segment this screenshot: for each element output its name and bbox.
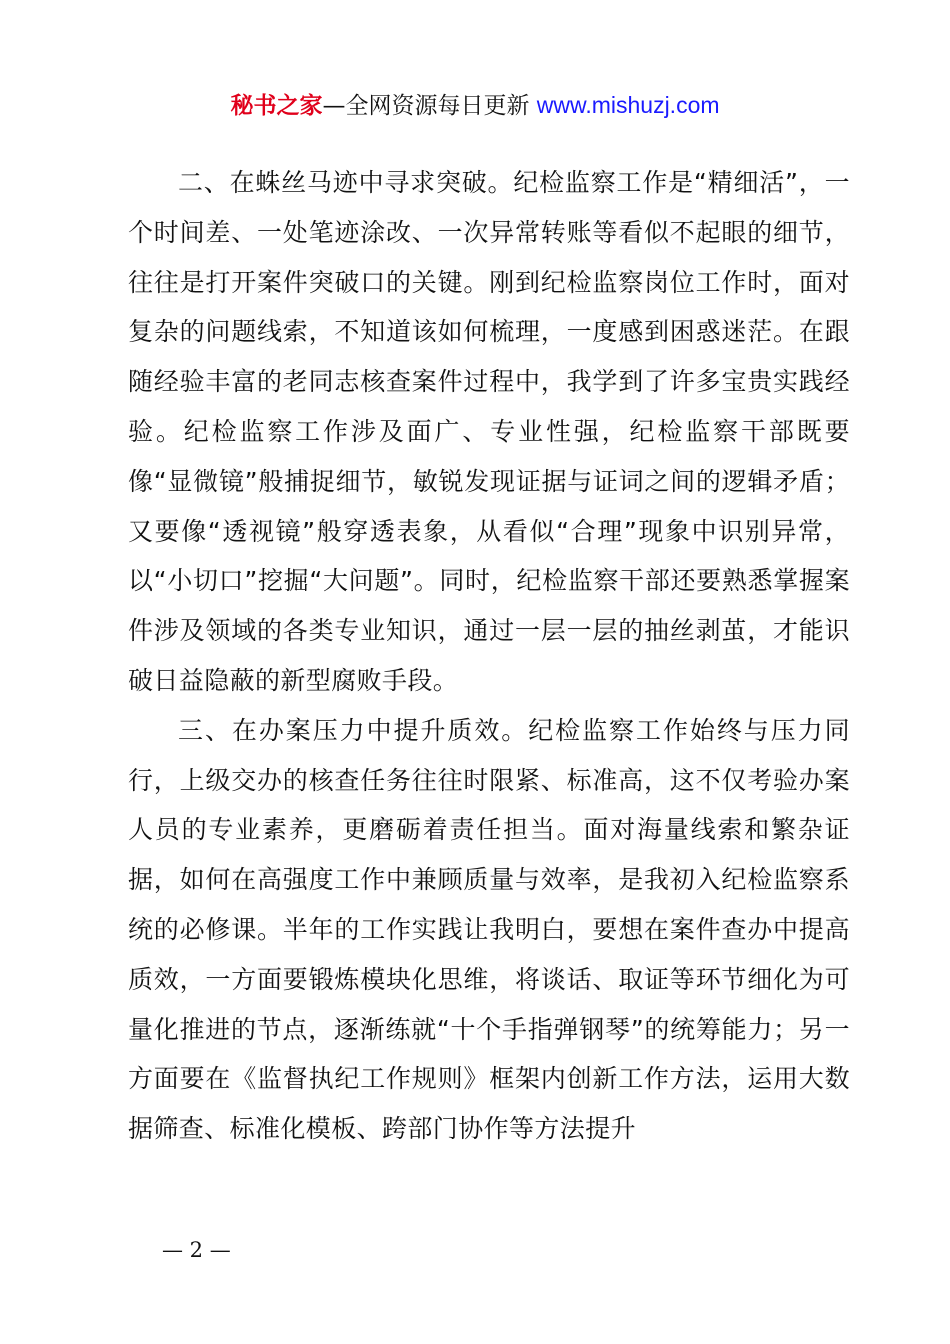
header-site-link[interactable]: www.mishuzj.com bbox=[536, 92, 720, 118]
page-number: — 2 — bbox=[162, 1238, 231, 1262]
page-header bbox=[0, 88, 950, 123]
header-brand: 秘书之家 bbox=[230, 93, 323, 119]
paragraph-section-two: 二、在蛛丝马迹中寻求突破。纪检监察工作是“精细活”，一个时间差、一处笔迹涂改、一次异常转账等看似不起眼的细节，往往是打开案件突破口的关键。刚到纪检监察岗位工作时，面对复杂的问题线索，不知道该如何梳理，一度感到困惑迷茫。在跟随经验丰富的老同志核查案件过程中，我学到了许多宝贵实践经验。纪检监察工作涉及面广、专业性强，纪检监察干部既要像“显微镜”般捕捉细节，敏锐发现证据与证词之间的逻辑矛盾；又要像“透视镜”般穿透表象，从看似“合理”现象中识别异常，以“小切口”挖掘“大问题”。同时，纪检监察干部还要熟悉掌握案件涉及领域的各类专业知识，通过一层一层的抽丝剥茧，才能识破日益隐蔽的新型腐败手段。 bbox=[128, 168, 850, 695]
paragraph-section-three: 三、在办案压力中提升质效。纪检监察工作始终与压力同行，上级交办的核查任务往往时限紧、标准高，这不仅考验办案人员的专业素养，更磨砺着责任担当。面对海量线索和繁杂证据，如何在高强度工作中兼顾质量与效率，是我初入纪检监察系统的必修课。半年的工作实践让我明白，要想在案件查办中提高质效，一方面要锻炼模块化思维，将谈话、取证等环节细化为可量化推进的节点，逐渐练就“十个手指弹钢琴”的统筹能力；另一方面要在《监督执纪工作规则》框架内创新工作方法，运用大数据筛查、标准化模板、跨部门协作等方法提升 bbox=[128, 715, 850, 1144]
document-body bbox=[128, 158, 850, 1154]
header-tagline: —全网资源每日更新 bbox=[322, 93, 530, 119]
